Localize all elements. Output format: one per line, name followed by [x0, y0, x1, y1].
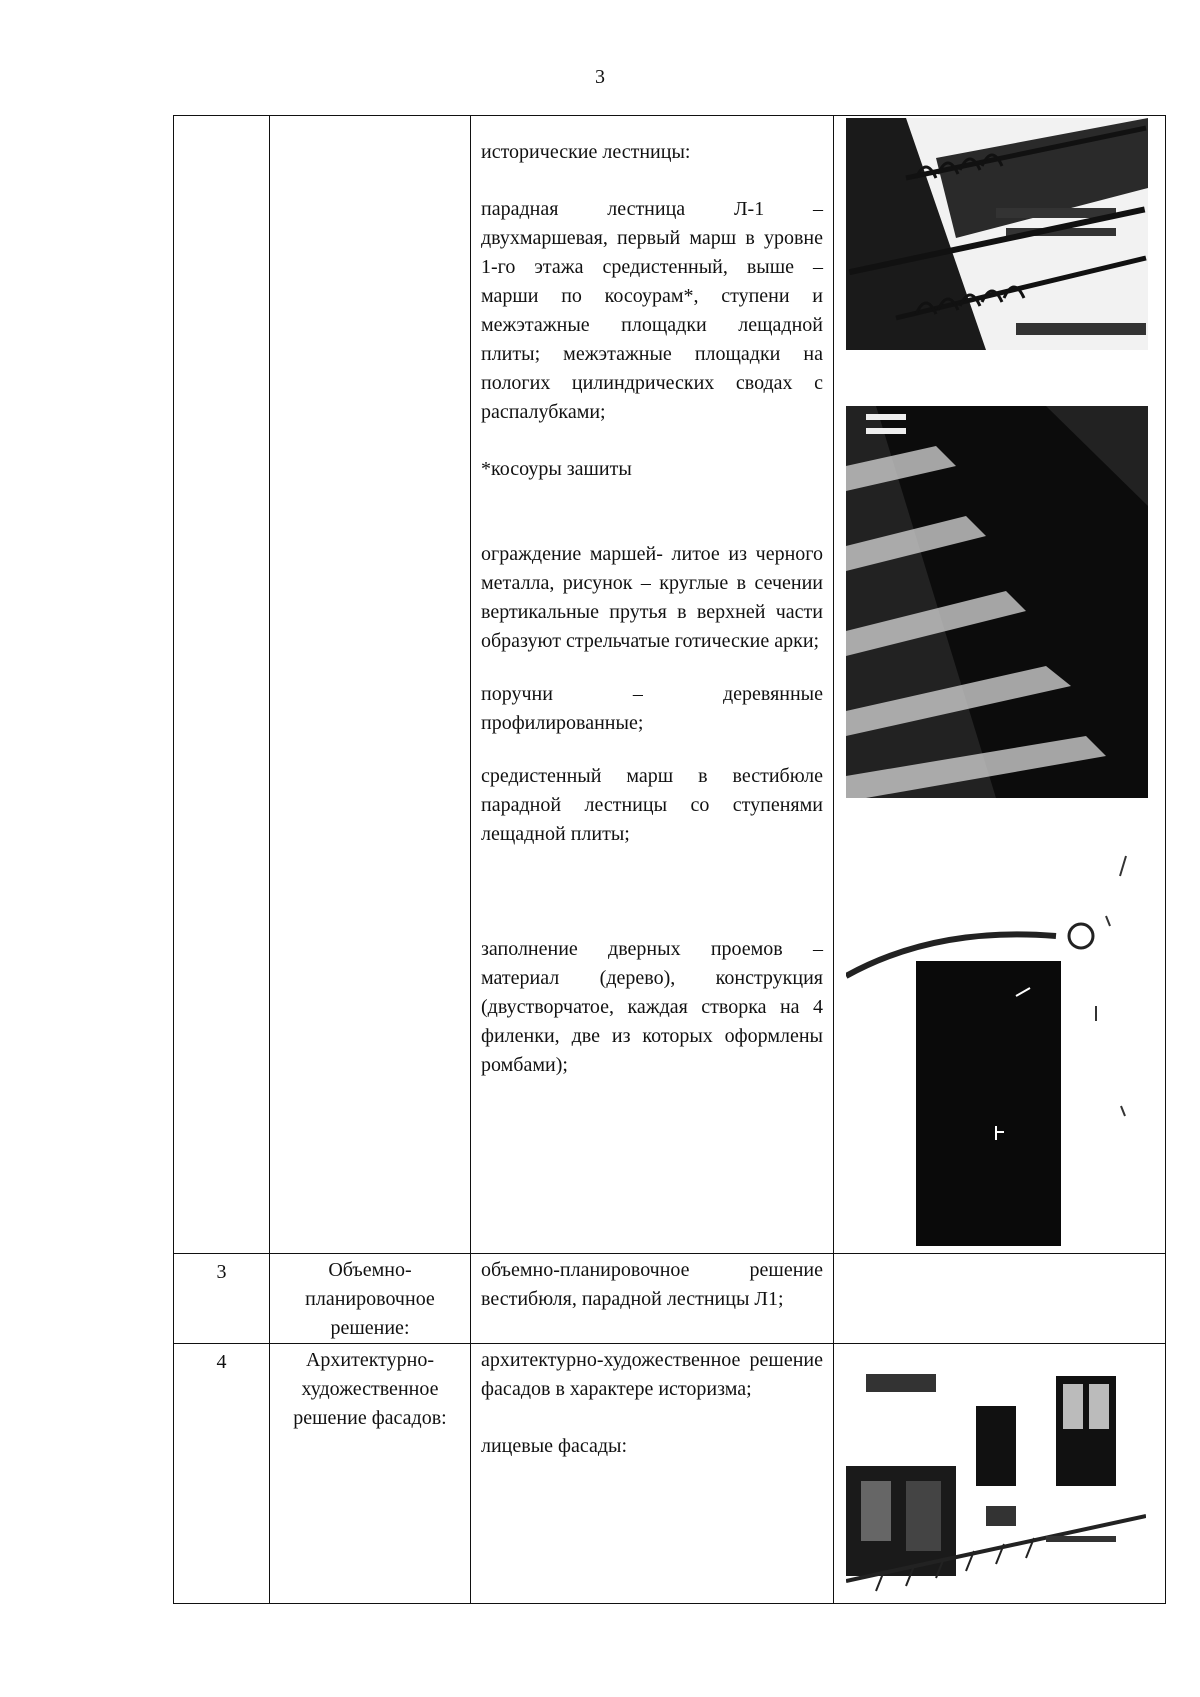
photo-cell [834, 1344, 1166, 1604]
entrance-door-photo [846, 836, 1148, 1246]
number-cell-empty [174, 116, 270, 1254]
page-number: 3 [595, 66, 605, 88]
row-number: 3 [174, 1254, 270, 1344]
photo-cell-empty [834, 1254, 1166, 1344]
paragraph-railing: ограждение маршей- литое из черного металла, рисунок – круглые в сечении вертикальные прутья в верхней части образуют стрельчатые готические арки; [481, 543, 823, 652]
paragraph-stringers-note: *косоуры зашиты [481, 458, 632, 480]
row-description: архитектурно-художественное решение фасадов в характере историзма; лицевые фасады: [471, 1344, 834, 1604]
row-title: Объемно-планировочное решение: [270, 1254, 471, 1344]
description-cell [471, 116, 834, 1254]
paragraph-main-stair: парадная лестница Л-1 – двухмаршевая, первый марш в уровне 1-го этажа средистенный, выше – марши по косоурам*, ступени и межэтажные площадки лещадной плиты; межэтажные площадки на пологих цилиндрических сводах с распалубками; [481, 198, 823, 423]
row-title: Архитектурно-художественное решение фасадов: [270, 1344, 471, 1604]
staircase-steps-photo [846, 406, 1148, 798]
facade-photo [846, 1366, 1146, 1598]
table-row-3 [174, 1254, 1166, 1344]
paragraph-handrails: поручни – деревянные профилированные; [481, 683, 823, 734]
row-number: 4 [174, 1344, 270, 1604]
row-description: объемно-планировочное решение вестибюля, парадной лестницы Л1; [471, 1254, 834, 1344]
name-cell-empty [270, 116, 471, 1254]
table-row-4 [174, 1344, 1166, 1604]
photo-cell [834, 116, 1166, 1254]
staircase-railing-photo [846, 118, 1148, 350]
paragraph-historic-stairs: исторические лестницы: [481, 141, 691, 163]
heritage-table [173, 115, 1166, 1604]
paragraph-door-fill: заполнение дверных проемов – материал (дерево), конструкция (двустворчатое, каждая створка на 4 филенки, две из которых оформлены ромбами); [481, 938, 823, 1076]
paragraph-vestibule-flight: средистенный марш в вестибюле парадной лестницы со ступенями лещадной плиты; [481, 765, 823, 845]
table-row-continued [174, 116, 1166, 1254]
